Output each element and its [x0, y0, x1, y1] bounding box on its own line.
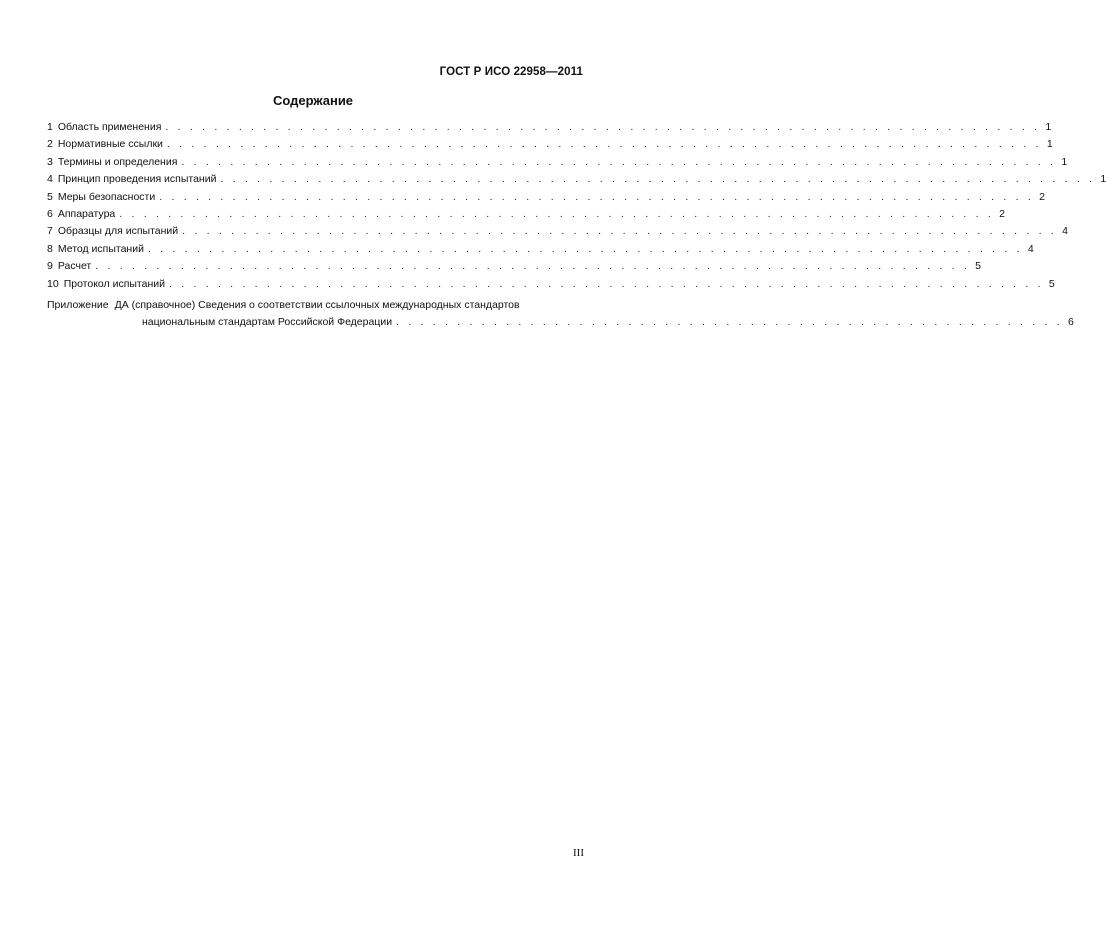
toc-entry[interactable] [47, 206, 1006, 223]
toc-entry-label: Область применения [57, 120, 162, 133]
toc-entry-number: 3 [47, 155, 53, 168]
toc-leader-dots: . . . . . . . . . . . . . . . . . . . . . . . . . . . . . . . . . . . . . . . . . . . . . . . . . . . . . . . . . . . . . . . . . . . . . . . . [147, 242, 1023, 255]
toc-entry[interactable] [47, 241, 1034, 258]
toc-leader-dots: . . . . . . . . . . . . . . . . . . . . . . . . . . . . . . . . . . . . . . . . . . . . . . . . . . . . . . . [396, 316, 1063, 328]
toc-leader-dots: . . . . . . . . . . . . . . . . . . . . . . . . . . . . . . . . . . . . . . . . . . . . . . . . . . . . . . . . . . . . . . . . . . . . . . . . [220, 173, 1096, 186]
appendix-second-line [47, 314, 1074, 331]
toc-entry-number: 1 [47, 120, 53, 133]
toc-entry-page: 4 [1027, 242, 1034, 255]
toc-leader-dots: . . . . . . . . . . . . . . . . . . . . . . . . . . . . . . . . . . . . . . . . . . . . . . . . . . . . . . . . . . . . . . . . . . . . . . . . [181, 155, 1057, 168]
toc-leader-dots: . . . . . . . . . . . . . . . . . . . . . . . . . . . . . . . . . . . . . . . . . . . . . . . . . . . . . . . . . . . . . . . . . . . . . . . . [169, 277, 1044, 290]
toc-entry-label: Метод испытаний [57, 242, 144, 255]
toc-entry-page: 1 [1100, 173, 1106, 186]
page-number: III [573, 847, 584, 859]
toc-entry-label: Термины и определения [57, 155, 178, 168]
toc-leader-dots: . . . . . . . . . . . . . . . . . . . . . . . . . . . . . . . . . . . . . . . . . . . . . . . . . . . . . . . . . . . . . . . . . . . . . . . . [119, 207, 995, 220]
toc-entry-number: 4 [47, 173, 53, 186]
toc-entry[interactable] [47, 119, 1052, 136]
appendix-title-line1: ДА (справочное) Сведения о соответствии ссылочных международных стандартов [114, 299, 520, 311]
toc-entry-page: 1 [1046, 138, 1053, 151]
toc-entry-label: Нормативные ссылки [57, 138, 163, 151]
toc-entry-label: Меры безопасности [57, 190, 156, 203]
toc-entry-label: Расчет [57, 260, 92, 273]
toc-entry-page: 2 [1039, 190, 1045, 203]
toc-leader-dots: . . . . . . . . . . . . . . . . . . . . . . . . . . . . . . . . . . . . . . . . . . . . . . . . . . . . . . . . . . . . . . . . . . . . . . . . [166, 138, 1042, 151]
toc-entry-page: 4 [1062, 225, 1068, 238]
toc-entry-number: 7 [47, 225, 53, 238]
toc-list [47, 119, 1106, 293]
toc-entry-number: 2 [47, 138, 53, 151]
toc-entry-page: 1 [1061, 155, 1068, 168]
toc-entry[interactable] [47, 258, 982, 275]
toc-entry[interactable] [47, 154, 1068, 171]
toc-entry[interactable] [47, 189, 1045, 206]
toc-entry-page: 5 [975, 260, 982, 273]
appendix-first-line [47, 297, 584, 314]
toc-entry-number: 10 [47, 277, 59, 290]
toc-entry[interactable] [47, 223, 1068, 240]
toc-leader-dots: . . . . . . . . . . . . . . . . . . . . . . . . . . . . . . . . . . . . . . . . . . . . . . . . . . . . . . . . . . . . . . . . . . . . . . . . [95, 260, 971, 273]
toc-entry-label: Принцип проведения испытаний [57, 173, 217, 186]
toc-entry[interactable] [47, 276, 1055, 293]
toc-entry[interactable] [47, 136, 1053, 153]
toc-entry-label: Аппаратура [57, 207, 116, 220]
toc-leader-dots: . . . . . . . . . . . . . . . . . . . . . . . . . . . . . . . . . . . . . . . . . . . . . . . . . . . . . . . . . . . . . . . . . . . . . . . . [159, 190, 1034, 203]
toc-entry-page: 2 [999, 207, 1006, 220]
toc-entry-page: 1 [1045, 120, 1052, 133]
toc-leader-dots: . . . . . . . . . . . . . . . . . . . . . . . . . . . . . . . . . . . . . . . . . . . . . . . . . . . . . . . . . . . . . . . . . . . . . . . . [165, 120, 1041, 133]
toc-entry-number: 9 [47, 260, 53, 273]
toc-entry-label: Протокол испытаний [63, 277, 165, 290]
toc-entry-page: 5 [1048, 277, 1055, 290]
toc-entry-label: Образцы для испытаний [57, 225, 179, 238]
toc-entry-number: 6 [47, 207, 53, 220]
toc-appendix-entry[interactable] [47, 297, 1074, 331]
toc-entry-number: 5 [47, 190, 53, 203]
toc-leader-dots: . . . . . . . . . . . . . . . . . . . . . . . . . . . . . . . . . . . . . . . . . . . . . . . . . . . . . . . . . . . . . . . . . . . . . . . . [182, 225, 1057, 238]
document-code: ГОСТ Р ИСО 22958—2011 [439, 66, 583, 78]
toc-title: Содержание [272, 93, 354, 108]
appendix-page: 6 [1068, 316, 1074, 328]
toc-entry[interactable] [47, 171, 1106, 188]
appendix-title-line2: национальным стандартам Российской Федерации [142, 316, 393, 328]
appendix-prefix: Приложение [47, 299, 109, 311]
toc-entry-number: 8 [47, 242, 53, 255]
